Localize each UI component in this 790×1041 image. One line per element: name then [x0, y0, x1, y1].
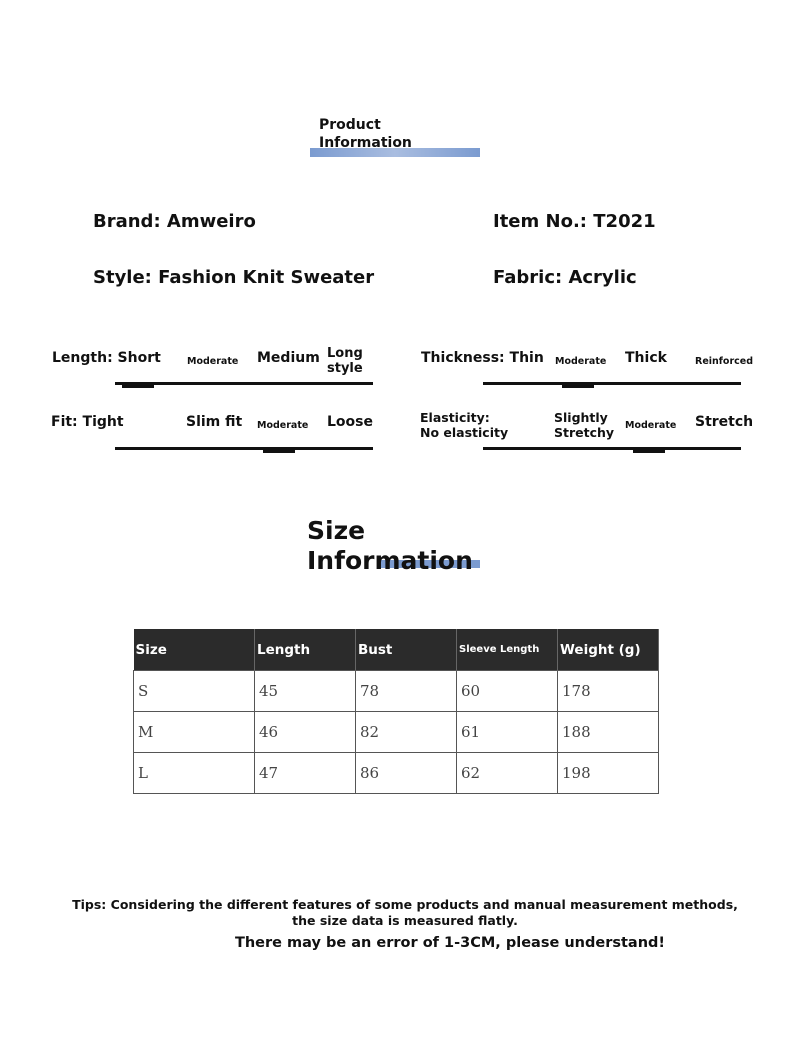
thickness-selected-marker [562, 384, 594, 388]
cell-bust: 82 [356, 712, 457, 753]
elasticity-label-stretch: Stretch [695, 414, 754, 430]
size-heading-line2: Information [307, 546, 473, 575]
style-field: Style: Fashion Knit Sweater [93, 267, 375, 288]
header-bust: Bust [356, 629, 457, 671]
elasticity-selected-marker [633, 449, 665, 453]
fabric-field: Fabric: Acrylic [493, 267, 637, 288]
cell-bust: 86 [356, 753, 457, 794]
table-row [134, 753, 659, 794]
table-header-row [134, 629, 659, 671]
thickness-label-reinforced: Reinforced [695, 356, 753, 367]
length-label-medium: Medium [257, 350, 320, 366]
cell-sleeve-length: 60 [457, 671, 558, 712]
cell-length: 46 [255, 712, 356, 753]
header-length: Length [255, 629, 356, 671]
fit-label-moderate: Moderate [257, 420, 309, 431]
length-label-short: Length: Short [52, 350, 161, 366]
header-size: Size [134, 629, 255, 671]
cell-size: L [134, 753, 255, 794]
brand-field: Brand: Amweiro [93, 211, 256, 232]
thickness-label-moderate: Moderate [555, 356, 607, 367]
elasticity-label-moderate: Moderate [625, 420, 677, 431]
fit-scale-line [115, 447, 373, 450]
cell-weight: 198 [558, 753, 659, 794]
thickness-label-thin: Thickness: Thin [421, 350, 544, 366]
fit-label-loose: Loose [327, 414, 373, 430]
length-selected-marker [122, 384, 154, 388]
thickness-label-thick: Thick [625, 350, 667, 366]
cell-sleeve-length: 62 [457, 753, 558, 794]
cell-length: 45 [255, 671, 356, 712]
header-weight: Weight (g) [558, 629, 659, 671]
cell-weight: 188 [558, 712, 659, 753]
table-row [134, 712, 659, 753]
length-label-long: Long style [327, 346, 363, 376]
product-information-heading [319, 116, 412, 152]
elasticity-label-slight: Slightly Stretchy [554, 410, 615, 440]
cell-bust: 78 [356, 671, 457, 712]
cell-weight: 178 [558, 671, 659, 712]
size-table [133, 629, 659, 794]
cell-length: 47 [255, 753, 356, 794]
header-sleeve-length: Sleeve Length [457, 629, 558, 671]
tips-text: Tips: Considering the different features of some products and manual measurement methods, the size data is measured flatly. [72, 897, 738, 928]
cell-size: M [134, 712, 255, 753]
fit-selected-marker [263, 449, 295, 453]
error-note: There may be an error of 1-3CM, please understand! [234, 935, 666, 951]
elasticity-label-none: Elasticity: No elasticity [420, 410, 509, 440]
fit-label-tight: Fit: Tight [51, 414, 124, 430]
thickness-scale-line [483, 382, 741, 385]
cell-size: S [134, 671, 255, 712]
product-heading-line2: Information [319, 135, 412, 151]
table-row [134, 671, 659, 712]
size-heading-line1: Size [307, 516, 366, 545]
length-label-moderate: Moderate [187, 356, 239, 367]
fit-label-slim: Slim fit [186, 414, 243, 430]
elasticity-scale-line [483, 447, 741, 450]
product-heading-line1: Product [319, 117, 381, 133]
size-information-heading [307, 516, 473, 576]
cell-sleeve-length: 61 [457, 712, 558, 753]
item-number-field: Item No.: T2021 [493, 211, 656, 232]
